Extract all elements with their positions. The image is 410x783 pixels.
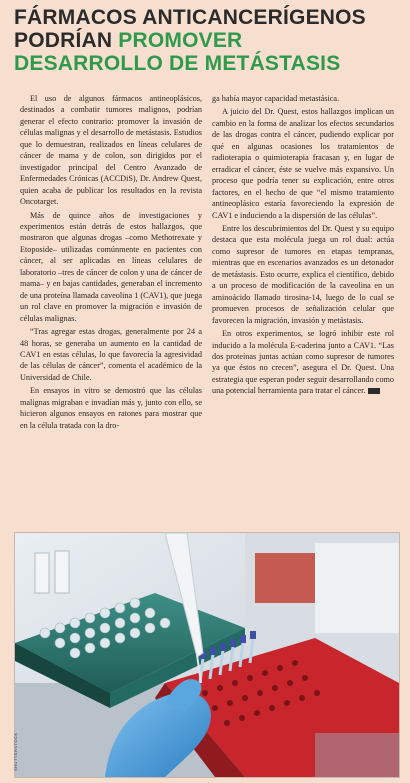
paragraph: “Tras agregar estas drogas, generalmente por 24 a 48 horas, se generaba un aumento en la cantidad de CAV1 en estas células, lo que favorecía la agresividad de las células de cáncer”, comenta el académico de la Universidad de Chile. <box>20 327 202 382</box>
photo-credit: SHUTTERSTOCK <box>13 732 18 771</box>
lab-photo <box>14 532 400 778</box>
headline-line-2 <box>14 29 404 52</box>
paragraph: A juicio del Dr. Quest, estos hallazgos implican un cambio en la forma de analizar los efectos secundarios de las drogas contra el cáncer, pudiendo explicar por qué en algunas ocasiones los tratamientos de radioterapia o quimioterapia fracasan y, en lugar de erradicar el cáncer, éste se vuelve más expansivo. Un proceso que podría tener su explicación, entre otros factores, en el hecho de que “el mismo tratamiento antineoplásico estaría favoreciendo la expresión de CAV1 e induciendo a la dispersión de las células”. <box>212 107 394 220</box>
headline-line-2-dark: PODRÍAN <box>14 29 113 52</box>
headline-line-3: DESARROLLO DE METÁSTASIS <box>14 52 341 75</box>
article-column-left <box>20 93 202 433</box>
paragraph-text: En otros experimentos, se logró inhibir este rol inducido a la molécula E-caderina junto a CAV1. “Las dos proteínas juntas actúan como supresor de tumores ya que éstos no crecen”, asegura el Dr. Quest. Una estrategia que esperan poder seguir desarrollando como una potencial herramienta para tratar el cáncer. <box>212 329 394 396</box>
end-mark-icon <box>368 388 380 394</box>
headline-line-1: FÁRMACOS ANTICANCERÍGENOS <box>14 6 366 29</box>
article-column-right <box>212 93 394 399</box>
paragraph: Entre los descubrimientos del Dr. Quest y su equipo destaca que esta molécula juega un rol dual: actúa como supresor de tumores en etapas tempranas, mientras que en escenarios avanzados es un detonador de metástasis. Esto ocurre, explica el científico, debido a un proceso de modificación de la caveolina en un aminoácido llamado tirosina-14, luego de lo cual se promueven procesos de señalización celular que favorecen la migración, invasión y metástasis. <box>212 223 394 325</box>
paragraph: ga había mayor capacidad metastásica. <box>212 94 340 103</box>
paragraph: Más de quince años de investigaciones y experimentos están detrás de estos hallazgos, que mostraron que algunas drogas –como Methotrexate y Etoposide– utilizadas comúnmente en pacientes con cáncer, al ser aplicadas en líneas celulares de laboratorio –tres de cáncer de colon y una de cáncer de mama– y en bajas cantidades, generaban el incremento de una proteína llamada caveolina 1 (CAV1), que juega un rol clave en promover la migración e invasión de células malignas. <box>20 210 202 323</box>
paragraph: En ensayos in vitro se demostró que las células malignas migraban e invadían más y, junto con ello, se hicieron algunos ensayos en ratones para mostrar que en la célula tratada con la dro- <box>20 386 202 430</box>
headline-line-2-green: PROMOVER <box>118 29 243 52</box>
paragraph: El uso de algunos fármacos antineoplásicos, destinados a combatir tumores malignos, podrían generar el efecto contrario: promover la invasión de células malignas y el desarrollo de metástasis. Estudios que lo demuestran, realizados en líneas celulares de cáncer de mama y de colon, son dirigidos por el investigador principal del Centro Avanzado de Enfermedades Crónicas (ACCDiS), Dr. Andrew Quest, quien acaba de publicar los resultados en la revista Oncotarget. <box>20 94 202 207</box>
lab-photo-illustration <box>15 533 399 777</box>
headline <box>14 6 404 75</box>
paragraph-last <box>212 328 394 397</box>
